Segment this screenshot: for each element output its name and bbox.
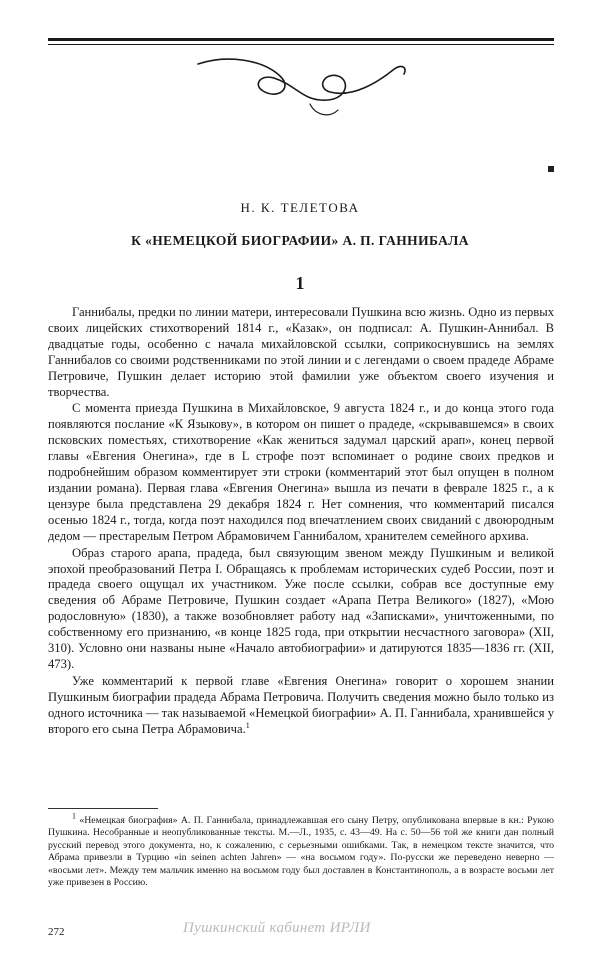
corner-mark [548,166,554,172]
page-number: 272 [48,926,65,938]
header-ornament [48,36,554,124]
ornament-rule-top [48,38,554,41]
ornament-flourish-tail-icon [310,104,338,115]
section-number: 1 [295,273,305,293]
article-body [48,305,554,738]
ornament-rule-thin [48,44,554,45]
paragraph: С момента приезда Пушкина в Михайловское, 9 августа 1824 г., и до конца этого года появляются послание «К Языкову», в котором он пишет о прадеде, «скрывавшемся» в своих псковских поместьях, стихотворение «Как жениться задумал царский арап», конец первой главы «Евгения Онегина», где в L строфе поэт вспоминает о родине своих предков и подробнейшим образом комментирует эти строки (комментарий этот был опущен в полном издании романа). Первая глава «Евгения Онегина» вышла из печати в феврале 1825 г., а к цензуре была представлена 29 декабря 1824 г. Нет сомнения, что комментарий писался осенью 1824 г., тогда, когда поэт находился под впечатлением своих свиданий с двоюродным дедом — престарелым Петром Абрамовичем Ганнибалом, хранителем семейного архива. [48,401,554,543]
watermark: Пушкинский кабинет ИРЛИ [183,920,371,936]
footnote-paragraph [48,811,554,889]
article-author: Н. К. ТЕЛЕТОВА [240,200,360,215]
paragraph: Образ старого арапа, прадеда, был связующим звеном между Пушкиным и великой эпохой преобразований Петра I. Обращаясь к проблемам исторических судеб России, поэт и прадеда своего ощущал их участником. Уже после ссылки, собрав все доступные ему сведения об Абраме Петровиче, Пушкин создает «Арапа Петра Великого» (1827), «Мою родословную» (1830), а также возобновляет работу над «Записками», уничтоженными, по собственному его признанию, «в конце 1825 года, при открытии несчастного заговора» (XII, 310). Условно они названы ныне «Начало автобиографии» и датируются 1835—1836 гг. (XII, 473). [48,545,554,671]
paragraph-text: Уже комментарий к первой главе «Евгения Онегина» говорит о хорошем знании Пушкиным биографии прадеда Абрама Петровича. Получить сведения можно было только из одного источника — так называемой «Немецкой биографии» А. П. Ганнибала, хранившейся у второго его сына Петра Абрамовича. [48,673,554,736]
article-title: К «НЕМЕЦКОЙ БИОГРАФИИ» А. П. ГАННИБАЛА [131,233,469,248]
footnote-reference[interactable]: 1 [245,720,250,730]
footnote-text: «Немецкая биография» А. П. Ганнибала, принадлежавшая его сыну Петру, опубликована впервые в кн.: Рукою Пушкина. Несобранные и неопубликованные тексты. М.—Л., 1935, с. 43—49. На с. 50—56 той же книги дан полный русский перевод этого документа, но, к сожалению, с серьезными ошибками. Так, в немецком тексте значится, что Абрама привезли в Турцию «in seinen achten Jahren» — «на восьмом году». По-русски же переведено неверно — «восьми лет». Между тем мальчик именно на восьмом году был доставлен в Константинополь, а в возрасте восьми лет уже привезен в Россию. [48,815,554,889]
footnote-divider [48,808,158,809]
footnote [48,811,554,889]
ornament-flourish-icon [198,59,405,100]
paragraph [48,674,554,738]
footnote-marker: 1 [72,811,76,821]
paragraph: Ганнибалы, предки по линии матери, интересовали Пушкина всю жизнь. Одно из первых своих лицейских стихотворений 1814 г., «Казак», он подписал: А. Пушкин-Аннибал. В двадцатые годы, особенно с начала михайловской ссылки, соприкоснувшись на землях Ганнибалов со своими родственниками по этой линии и с легендами о своем прадеде Абраме Петровиче, Пушкин делает историю этой фамилии уже объектом своего изучения и творчества. [48,305,554,399]
